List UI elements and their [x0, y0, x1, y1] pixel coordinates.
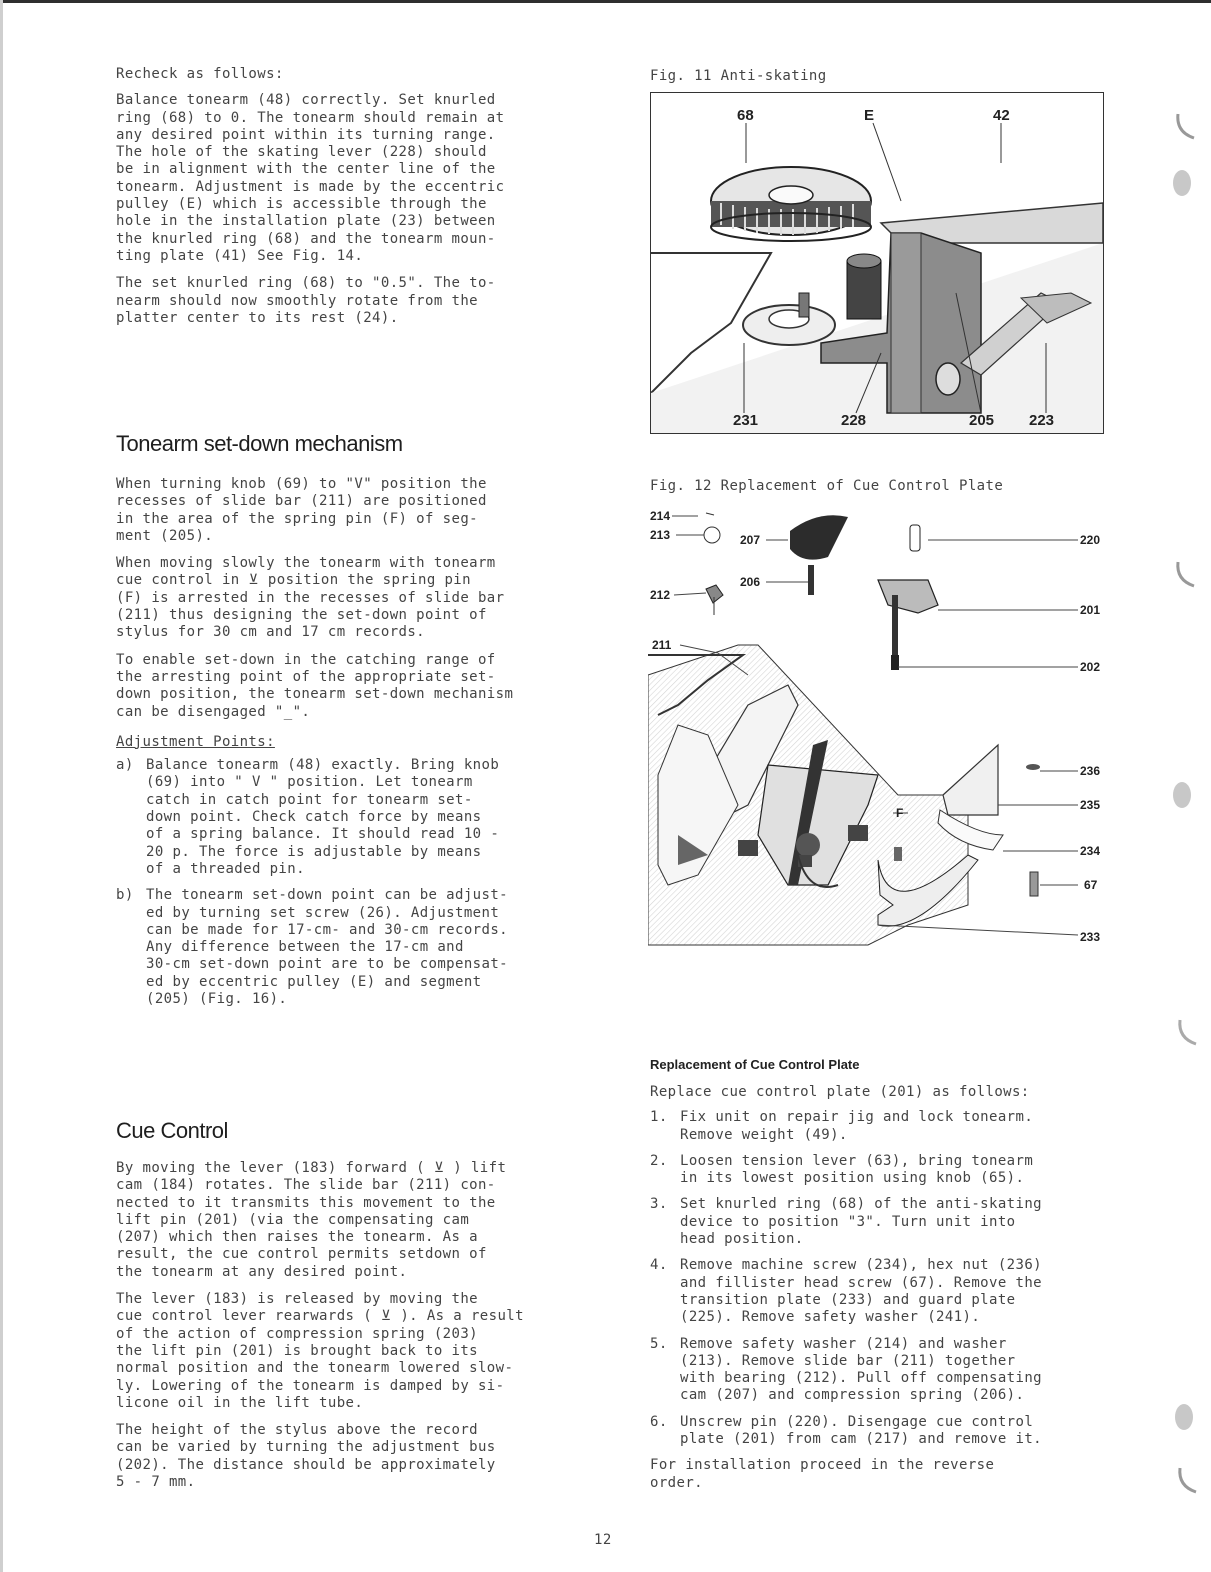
- fig12-label-213: 213: [650, 528, 671, 542]
- step-text: Unscrew pin (220). Disengage cue control plate (201) from cam (217) and remove it.: [680, 1413, 1042, 1448]
- step-number: 4.: [650, 1257, 668, 1274]
- cue-para-2: The lever (183) is released by moving the cue control lever rearwards ( ⊻ ). As a result of the action of compression spring (203) the lift pin (201) is brought back to its normal position and the tonearm lowered slow- ly. Lowering of the tonearm is damped by si- licone oil in the lift tube.: [116, 1291, 524, 1411]
- setdown-para-1: When turning knob (69) to "V" position the recesses of slide bar (211) are positioned in the area of the spring pin (F) of seg- ment (205).: [116, 476, 487, 544]
- fig11-label-E: E: [864, 107, 875, 124]
- fig11-label-42: 42: [993, 107, 1010, 124]
- step-text: Remove safety washer (214) and washer (213). Remove slide bar (211) together with bearing (212). Pull off compensating cam (207) and compression spring (206).: [680, 1335, 1042, 1404]
- setdown-para-2: When moving slowly the tonearm with tonearm cue control in ⊻ position the spring pin (F) is arrested in the recesses of slide bar (211) thus designing the set-down point of stylus for 30 cm and 17 cm records.: [116, 555, 505, 641]
- cue-control-section: [116, 1160, 586, 1501]
- step-text: Set knurled ring (68) of the anti-skating device to position "3". Turn unit into head position.: [680, 1196, 1042, 1248]
- left-edge-shadow: [0, 0, 3, 1572]
- fig12-label-201: 201: [1080, 603, 1101, 617]
- fig12-label-235: 235: [1080, 798, 1101, 812]
- cue-para-1: By moving the lever (183) forward ( ⊻ ) lift cam (184) rotates. The slide bar (211) con- nected to it transmits this movement to the lift pin (201) (via the compensating cam (207) which then raises the tonearm. As a result, the cue control permits setdown of the tonearm at any desired point.: [116, 1160, 507, 1280]
- recheck-section: [116, 66, 586, 337]
- top-edge-line: [0, 0, 1211, 3]
- fig11-label-228: 228: [841, 412, 867, 429]
- cue-para-3: The height of the stylus above the record can be varied by turning the adjustment bus (202). The distance should be approximately 5 - 7 mm.: [116, 1422, 496, 1491]
- list-item: [650, 1414, 1120, 1449]
- list-item-text: The tonearm set-down point can be adjust- ed by turning set screw (26). Adjustment can be made for 17-cm- and 30-cm records. Any difference between the 17-cm and 30-cm set-down point are to be compensat- ed by eccentric pulley (E) and segment (205) (Fig. 16).: [146, 887, 508, 1008]
- fig11-label-231: 231: [733, 412, 759, 429]
- setdown-heading: Tonearm set-down mechanism: [116, 431, 403, 456]
- list-item: [650, 1336, 1120, 1405]
- list-item: [116, 887, 586, 1008]
- step-number: 2.: [650, 1152, 668, 1169]
- setdown-para-3: To enable set-down in the catching range of the arresting point of the appropriate set- down position, the tonearm set-down mechanism can be disengaged "_".: [116, 651, 514, 720]
- page-number: 12: [594, 1532, 612, 1548]
- setdown-section: [116, 476, 586, 1017]
- replacement-title: Replacement of Cue Control Plate: [650, 1057, 860, 1072]
- fig12-label-207: 207: [740, 533, 761, 547]
- list-item-label: a): [116, 757, 134, 774]
- binder-ring-mark: [1172, 1402, 1196, 1432]
- fig12-label-67: 67: [1084, 878, 1098, 892]
- fig12-label-F: F: [896, 806, 904, 820]
- list-item: [650, 1109, 1120, 1144]
- binder-ring-mark: [1174, 560, 1198, 590]
- fig12-label-202: 202: [1080, 660, 1101, 674]
- fig11-label-223: 223: [1029, 412, 1055, 429]
- binder-ring-mark: [1176, 1466, 1200, 1496]
- recheck-para-1: Balance tonearm (48) correctly. Set knurled ring (68) to 0. The tonearm should remain at any desired point within its turning range. The hole of the skating lever (228) should be in alignment with the center line of the tonearm. Adjustment is made by the eccentric pulley (E) which is accessible through the hole in the installation plate (23) between the knurled ring (68) and the tonearm moun- ting plate (41) See Fig. 14.: [116, 92, 505, 264]
- fig12-label-233: 233: [1080, 930, 1101, 944]
- list-item: [650, 1196, 1120, 1248]
- list-item-label: b): [116, 887, 134, 904]
- binder-ring-mark: [1170, 168, 1194, 198]
- recheck-intro: Recheck as follows:: [116, 66, 284, 82]
- list-item-text: Balance tonearm (48) exactly. Bring knob (69) into " V " position. Let tonearm catch in catch point for tonearm set- down point. Check catch force by means of a spring balance. It should read 10 - 20 p. The force is adjustable by means of a threaded pin.: [146, 757, 500, 877]
- recheck-para-2: The set knurled ring (68) to "0.5". The to- nearm should now smoothly rotate from the platter center to its rest (24).: [116, 275, 496, 326]
- step-text: Loosen tension lever (63), bring tonearm in its lowest position using knob (65).: [680, 1152, 1034, 1187]
- replacement-intro: Replace cue control plate (201) as follows:: [650, 1084, 1030, 1100]
- fig12-label-234: 234: [1080, 844, 1101, 858]
- adjustment-points-title: Adjustment Points:: [116, 733, 275, 750]
- step-number: 1.: [650, 1109, 668, 1126]
- step-number: 3.: [650, 1196, 668, 1213]
- fig11-illustration: [650, 92, 1104, 434]
- fig12-label-212: 212: [650, 588, 671, 602]
- binder-ring-mark: [1176, 1018, 1200, 1048]
- fig12-label-211: 211: [652, 638, 672, 652]
- replacement-outro: For installation proceed in the reverse order.: [650, 1457, 995, 1491]
- fig12-label-220: 220: [1080, 533, 1101, 547]
- fig11-caption: Fig. 11 Anti-skating: [650, 68, 827, 84]
- list-item: [116, 757, 586, 878]
- fig11-label-205: 205: [969, 412, 995, 429]
- fig12-drawing: [648, 505, 1110, 955]
- cue-control-heading: Cue Control: [116, 1118, 228, 1143]
- adjustment-points-list: [116, 757, 586, 1008]
- step-number: 6.: [650, 1413, 668, 1430]
- list-item: [650, 1257, 1120, 1326]
- step-text: Fix unit on repair jig and lock tonearm. Remove weight (49).: [680, 1109, 1034, 1143]
- binder-ring-mark: [1170, 780, 1194, 810]
- fig12-label-214: 214: [650, 509, 671, 523]
- fig12-label-236: 236: [1080, 764, 1101, 778]
- fig11-label-68: 68: [737, 107, 754, 124]
- list-item: [650, 1153, 1120, 1188]
- step-text: Remove machine screw (234), hex nut (236) and fillister head screw (67). Remove the transition plate (233) and guard plate (225). Remove safety washer (241).: [680, 1257, 1042, 1326]
- fig11-drawing: [651, 93, 1103, 433]
- replacement-section: [650, 1084, 1120, 1502]
- fig12-label-206: 206: [740, 575, 761, 589]
- replacement-steps: [650, 1109, 1120, 1448]
- binder-ring-mark: [1174, 112, 1198, 142]
- step-number: 5.: [650, 1335, 668, 1352]
- fig12-caption: Fig. 12 Replacement of Cue Control Plate: [650, 478, 1004, 494]
- fig12-illustration: [648, 505, 1110, 955]
